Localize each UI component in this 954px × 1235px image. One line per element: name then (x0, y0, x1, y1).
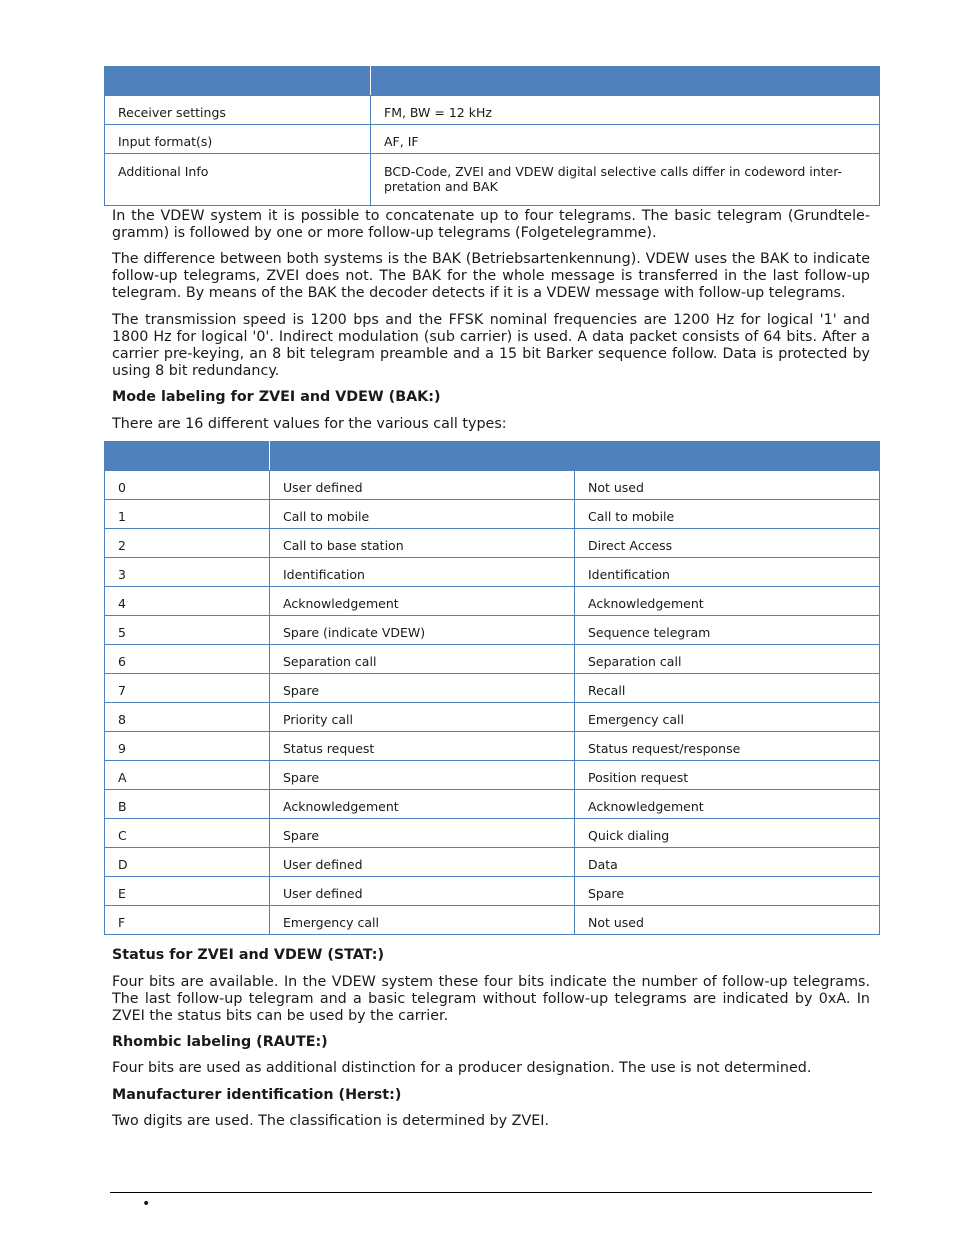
table-cell: F (105, 906, 270, 935)
table-cell: Identification (270, 558, 575, 587)
table-cell: Spare (270, 674, 575, 703)
table-cell: Not used (575, 906, 880, 935)
table-cell: Recall (575, 674, 880, 703)
table-cell: Spare (270, 819, 575, 848)
table-row (105, 674, 880, 703)
table-cell: Call to mobile (575, 500, 880, 529)
table-cell: Separation call (575, 645, 880, 674)
table-cell: Additional Info (105, 154, 371, 206)
table-cell: Direct Access (575, 529, 880, 558)
table-cell: Emergency call (270, 906, 575, 935)
heading-status: Status for ZVEI and VDEW (STAT:) (112, 947, 384, 963)
table-cell: 2 (105, 529, 270, 558)
table-row (105, 125, 880, 154)
footer-bullet: • (142, 1196, 151, 1212)
table-cell: 9 (105, 732, 270, 761)
footer-divider (110, 1192, 872, 1193)
paragraph-status: Four bits are available. In the VDEW system these four bits indicate the number of follow-up telegrams. The last follow-up telegram and a basic telegram without follow-up telegrams are indicated by 0xA. In ZVEI the status bits can be used by the carrier. (112, 974, 870, 1024)
table-header-cell (270, 442, 880, 471)
table-row (105, 616, 880, 645)
table-cell: 0 (105, 471, 270, 500)
table-cell: Acknowledgement (575, 587, 880, 616)
table-cell: D (105, 848, 270, 877)
table-cell: Input format(s) (105, 125, 371, 154)
table-cell: C (105, 819, 270, 848)
table-cell: BCD-Code, ZVEI and VDEW digital selective calls differ in codeword inter-pretation and BAK (371, 154, 880, 206)
table-cell: Data (575, 848, 880, 877)
table-cell: FM, BW = 12 kHz (371, 96, 880, 125)
table-cell: Quick dialing (575, 819, 880, 848)
table-row (105, 877, 880, 906)
table-header-cell (371, 67, 880, 96)
table-row (105, 529, 880, 558)
paragraph-rhombic: Four bits are used as additional distinction for a producer designation. The use is not determined. (112, 1060, 812, 1076)
table-cell: Not used (575, 471, 880, 500)
table-cell: Spare (575, 877, 880, 906)
table-cell: 8 (105, 703, 270, 732)
table-cell: 1 (105, 500, 270, 529)
table-cell: Call to mobile (270, 500, 575, 529)
table-row (105, 645, 880, 674)
table-row (105, 500, 880, 529)
table-row (105, 471, 880, 500)
table-row (105, 848, 880, 877)
table-cell: Position request (575, 761, 880, 790)
paragraph-concatenation: In the VDEW system it is possible to concatenate up to four telegrams. The basic telegram (Grundtele-gramm) is followed by one or more follow-up telegrams (Folgetelegramme). (112, 208, 870, 241)
table-cell: Spare (270, 761, 575, 790)
table-cell: 5 (105, 616, 270, 645)
table-row (105, 732, 880, 761)
table-row (105, 906, 880, 935)
table-row (105, 790, 880, 819)
table-row (105, 96, 880, 125)
table-cell: Emergency call (575, 703, 880, 732)
table-cell: Acknowledgement (270, 790, 575, 819)
table-cell: A (105, 761, 270, 790)
table-cell: 3 (105, 558, 270, 587)
heading-manufacturer-id: Manufacturer identification (Herst:) (112, 1087, 402, 1103)
table-header-row (105, 67, 880, 96)
receiver-info-table (104, 66, 880, 206)
table-cell: Priority call (270, 703, 575, 732)
table-cell: Spare (indicate VDEW) (270, 616, 575, 645)
heading-mode-labeling: Mode labeling for ZVEI and VDEW (BAK:) (112, 389, 441, 405)
table-header-cell (105, 67, 371, 96)
table-cell: Acknowledgement (270, 587, 575, 616)
table-row (105, 587, 880, 616)
table-row (105, 154, 880, 206)
paragraph-call-types-intro: There are 16 different values for the various call types: (112, 416, 507, 432)
table-cell: E (105, 877, 270, 906)
table-header-row (105, 442, 880, 471)
table-cell: Status request (270, 732, 575, 761)
table-cell: User defined (270, 848, 575, 877)
table-cell: Separation call (270, 645, 575, 674)
paragraph-manufacturer: Two digits are used. The classification is determined by ZVEI. (112, 1113, 550, 1129)
table-cell: Sequence telegram (575, 616, 880, 645)
table-cell: Identification (575, 558, 880, 587)
table-cell: Call to base station (270, 529, 575, 558)
table-row (105, 558, 880, 587)
table-cell: AF, IF (371, 125, 880, 154)
table-cell: Status request/response (575, 732, 880, 761)
bak-values-table (104, 441, 880, 935)
table-row (105, 761, 880, 790)
paragraph-bak-difference: The difference between both systems is the BAK (Betriebsartenkennung). VDEW uses the BAK to indicate follow-up telegrams, ZVEI does not. The BAK for the whole message is transferred in the last follow-up telegram. By means of the BAK the decoder detects if it is a VDEW message with follow-up telegrams. (112, 251, 870, 301)
table-cell: User defined (270, 877, 575, 906)
paragraph-transmission: The transmission speed is 1200 bps and the FFSK nominal frequencies are 1200 Hz for logical '1' and 1800 Hz for logical '0'. Indirect modulation (sub carrier) is used. A data packet consists of 64 bits. After a carrier pre-keying, an 8 bit telegram preamble and a 15 bit Barker sequence follow. Data is protected by using 8 bit redundancy. (112, 312, 870, 379)
table-header-cell (105, 442, 270, 471)
table-cell: 4 (105, 587, 270, 616)
table-cell: User defined (270, 471, 575, 500)
table-row (105, 819, 880, 848)
table-cell: 7 (105, 674, 270, 703)
table-cell: Receiver settings (105, 96, 371, 125)
heading-rhombic-labeling: Rhombic labeling (RAUTE:) (112, 1034, 328, 1050)
table-cell: Acknowledgement (575, 790, 880, 819)
table-cell: 6 (105, 645, 270, 674)
table-cell: B (105, 790, 270, 819)
table-row (105, 703, 880, 732)
